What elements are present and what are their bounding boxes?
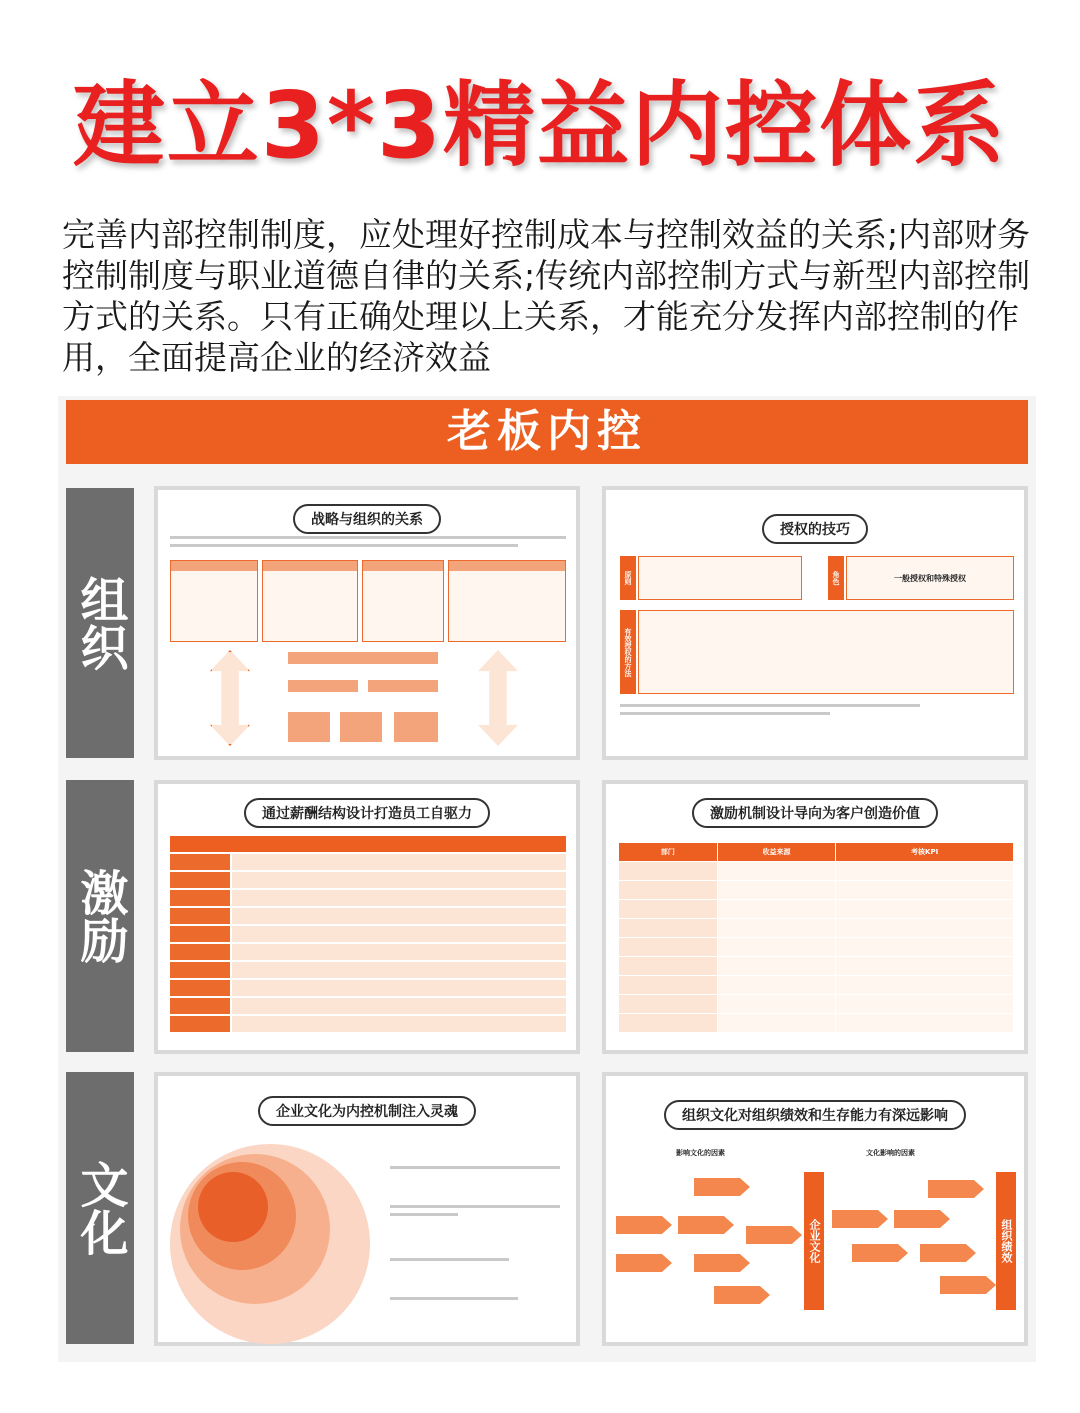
factor-box [448, 560, 566, 642]
flow-arrow [694, 1254, 750, 1272]
principle-tag: 原则 [620, 556, 636, 600]
incentive-table [618, 842, 1014, 1033]
table-row [619, 919, 1014, 938]
table-cell [619, 938, 718, 957]
panel-title: 组织文化对组织绩效和生存能力有深远影响 [664, 1100, 966, 1130]
table-cell [717, 881, 836, 900]
note-lines [170, 536, 566, 547]
table-row [619, 957, 1014, 976]
role-text: 一般授权和特殊授权 [894, 574, 966, 583]
table-cell [619, 900, 718, 919]
table-cell [717, 862, 836, 881]
principle-box [638, 556, 802, 600]
note-line [170, 544, 518, 547]
panel-title: 战略与组织的关系 [293, 504, 441, 534]
table-header-cell: 部门 [619, 843, 718, 862]
method-box [638, 610, 1014, 694]
table-header-row [619, 843, 1014, 862]
table-cell [836, 881, 1014, 900]
factor-box [262, 560, 358, 642]
note-line [390, 1166, 560, 1169]
flow-arrow [852, 1244, 908, 1262]
center-bar: 企业文化 [804, 1172, 824, 1310]
table-cell [836, 1014, 1014, 1033]
process-bar [288, 680, 358, 692]
factor-box-header [449, 561, 565, 571]
table-row [619, 881, 1014, 900]
infographic-board [58, 396, 1036, 1362]
side-label-text: 文化 [72, 1160, 128, 1256]
table-cell [619, 957, 718, 976]
table-cell [836, 938, 1014, 957]
note-line [620, 712, 830, 715]
table-cell [717, 900, 836, 919]
table-cell [717, 995, 836, 1014]
table-cell [717, 1014, 836, 1033]
panel-culture [154, 1072, 580, 1346]
side-label-culture [66, 1072, 134, 1344]
table-cell [619, 919, 718, 938]
table-cell [619, 862, 718, 881]
table-cell [836, 976, 1014, 995]
table-cell [836, 995, 1014, 1014]
panel-title: 通过薪酬结构设计打造员工自驱力 [244, 798, 490, 828]
note-lines [390, 1166, 560, 1300]
salary-body [232, 854, 566, 1034]
table-cell [619, 1014, 718, 1033]
role-tag: 角色 [828, 556, 844, 600]
banner: 老板内控 [66, 400, 1028, 464]
right-bar: 组织绩效 [996, 1172, 1016, 1310]
factor-box-header [171, 561, 257, 571]
table-cell [836, 900, 1014, 919]
flow-arrow [714, 1286, 770, 1304]
method-tag: 有效授权的方法 [620, 610, 636, 694]
note-line [620, 704, 920, 707]
flow-arrow [746, 1226, 802, 1244]
table-cell [836, 919, 1014, 938]
table-cell [717, 957, 836, 976]
panel-org-culture [602, 1072, 1028, 1346]
side-label-text: 激励 [72, 868, 128, 964]
table-cell [717, 976, 836, 995]
flow-arrow [920, 1244, 976, 1262]
flow-arrow [694, 1178, 750, 1196]
intro-paragraph: 完善内部控制制度，应处理好控制成本与控制效益的关系;内部财务控制制度与职业道德自律的关系;传统内部控制方式与新型内部控制方式的关系。只有正确处理以上关系，才能充分发挥内部控制的作用，全面提高企业的经济效益 [62, 215, 1031, 377]
flow-arrow [678, 1216, 734, 1234]
table-header-cell: 考核KPI [836, 843, 1014, 862]
table-row [619, 995, 1014, 1014]
table-cell [619, 881, 718, 900]
process-bar [394, 712, 438, 742]
salary-header-row [170, 836, 566, 852]
note-line [170, 536, 566, 539]
flow-arrow [616, 1216, 672, 1234]
table-row [619, 976, 1014, 995]
table-cell [619, 976, 718, 995]
factor-box [170, 560, 258, 642]
side-label-org [66, 488, 134, 758]
side-label-text: 组织 [72, 575, 128, 671]
note-line [390, 1258, 509, 1261]
panel-incentive [602, 780, 1028, 1054]
salary-label-column [170, 854, 230, 1034]
panel-authorization [602, 486, 1028, 760]
factor-box-header [363, 561, 443, 571]
panel-salary [154, 780, 580, 1054]
panel-strategy-org [154, 486, 580, 760]
flow-arrow [832, 1210, 888, 1228]
up-arrow-right [478, 650, 518, 746]
table-row [619, 900, 1014, 919]
factor-box [362, 560, 444, 642]
panel-title: 授权的技巧 [762, 514, 868, 544]
process-bar [340, 712, 382, 742]
panel-title: 企业文化为内控机制注入灵魂 [258, 1096, 476, 1126]
process-bar [368, 680, 438, 692]
panel-title: 激励机制设计导向为客户创造价值 [692, 798, 938, 828]
up-arrow-left [210, 650, 250, 746]
process-bar [288, 652, 438, 664]
table-cell [836, 862, 1014, 881]
table-header-cell: 收益来源 [717, 843, 836, 862]
note-lines [620, 704, 920, 715]
role-box [846, 556, 1014, 600]
note-line [390, 1213, 458, 1216]
table-row [619, 1014, 1014, 1033]
flow-arrow [894, 1210, 950, 1228]
table-row [619, 938, 1014, 957]
main-title: 建立3*3精益内控体系 [72, 72, 1008, 179]
column-title: 文化影响的因素 [866, 1149, 915, 1157]
note-line [390, 1205, 560, 1208]
circle-core [198, 1172, 268, 1242]
process-bar [288, 712, 330, 742]
flow-arrow [928, 1180, 984, 1198]
side-label-incentive [66, 780, 134, 1052]
table-row [619, 862, 1014, 881]
note-line [390, 1297, 518, 1300]
flow-arrow [940, 1276, 996, 1294]
table-cell [836, 957, 1014, 976]
column-title: 影响文化的因素 [676, 1149, 725, 1157]
table-cell [619, 995, 718, 1014]
flow-arrow [616, 1254, 672, 1272]
table-cell [717, 938, 836, 957]
factor-box-header [263, 561, 357, 571]
table-cell [717, 919, 836, 938]
